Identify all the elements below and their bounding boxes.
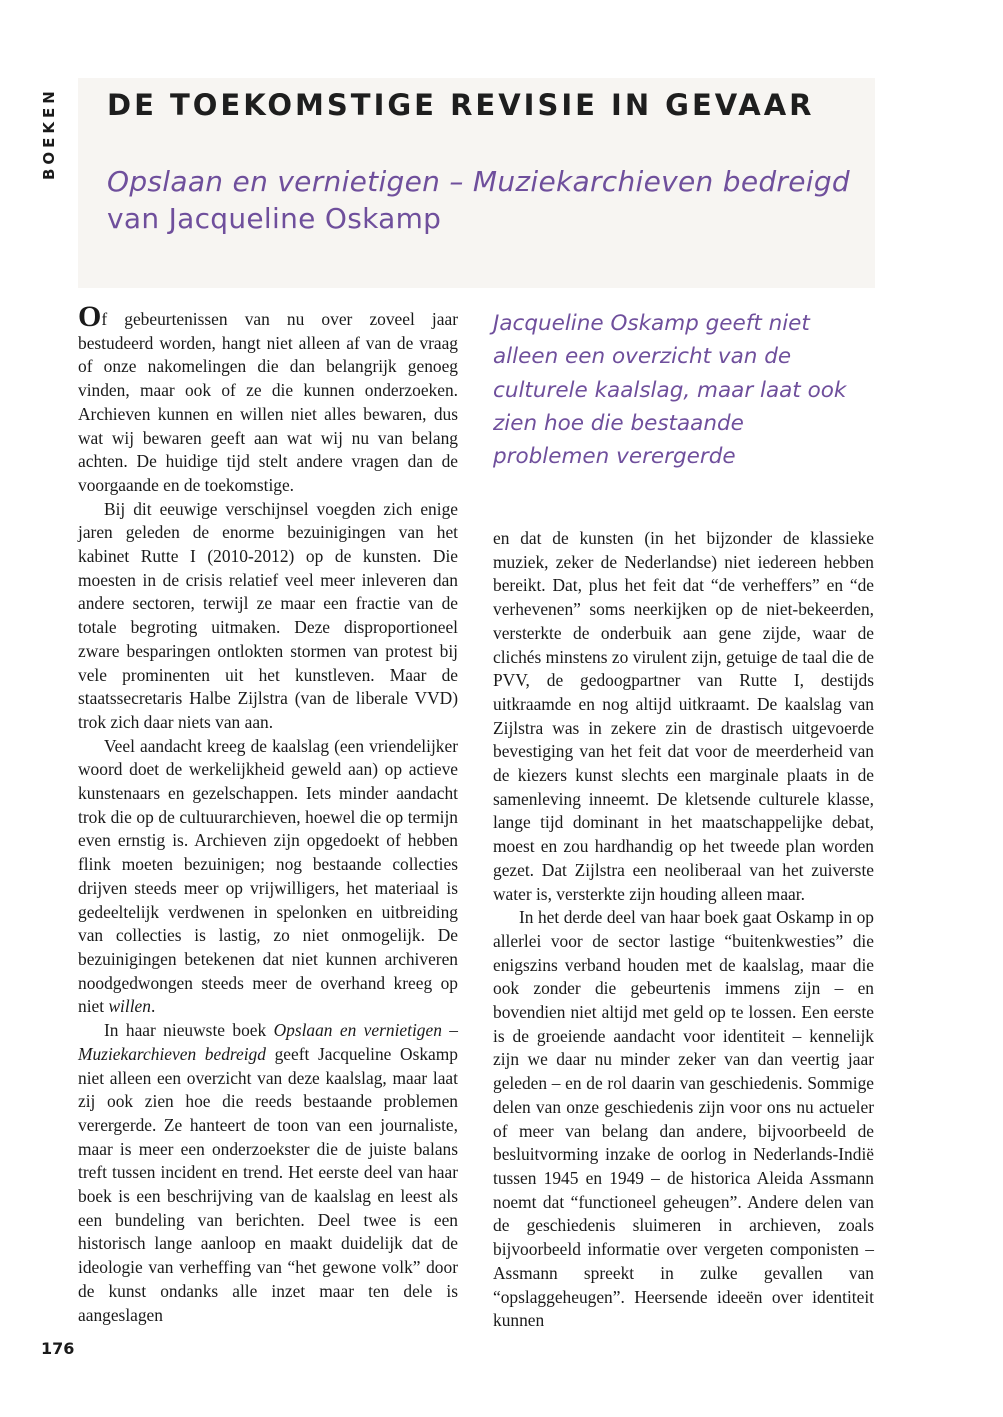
book-title: Opslaan en vernietigen – Muziekarchieven bedreigd [107,165,851,198]
body-column-left [78,300,458,1327]
book-title-inline: Opslaan en vernietigen – Muziekarchieven bedreigd [78,1020,458,1064]
paragraph-1-text: f gebeurtenissen van nu over zoveel jaar bestudeerd worden, hangt niet alleen af van de vraag of onze nakomelingen die dan belangrijk genoeg vinden, maar ook of ze die kunnen onderzoeken. Archieven kunnen en willen niet alles bewaren, dus wat wij bewaren geeft aan wat wij nu van belang achten. De huidige tijd stelt andere vragen dan de voorgaande en de toekomstige. [78,309,458,495]
paragraph-3-text: Veel aandacht kreeg de kaalslag (een vriendelijker woord doet de werkelijkheid geweld aan) op actieve kunstenaars en gezelschappen. Iets minder aandacht trok die op de cultuurarchieven, hoewel die op termijn even ernstig is. Archieven zijn opgedoekt of hebben flink moeten bezuinigen; nog bestaande collecties drijven steeds meer op vrijwilligers, het materiaal is gedeeltelijk verdwenen in spelonken en uitbreiding van collecties is lastig, zo niet onmogelijk. De bezuinigingen betekenen dat niet kunnen archiveren noodgedwongen steeds meer de overhand kreeg op niet [78,735,458,1017]
paragraph-4-continued: en dat de kunsten (in het bijzonder de klassieke muziek, zeker de Nederlandse) niet iedereen hebben bereikt. Dat, plus het feit dat “de verheffers” en “de verhevenen” soms neerkijken op de niet-bekeerden, versterkte de onderbuik aan gene zijde, waar de clichés minstens zo virulent zijn, getuige de taal die de PVV, de gedoogpartner van Rutte I, destijds uitkraamde en nog altijd uitkraamt. De kaalslag van Zijlstra was in zekere zin de drastisch uitgevoerde bevestiging van het feit dat voor de meerderheid van de kiezers kunst slechts een marginale plaats in de samenleving inneemt. De kletsende culturele klasse, lange tijd dominant in het maatschappelijke debat, moest en zou hardhandig op het tweede plan worden gezet. Dat Zijlstra een neoliberaal van het zuiverste water is, versterkte zijn houding alleen maar. [493,528,874,904]
section-label-text: BOEKEN [40,87,58,180]
paragraph-5: In het derde deel van haar boek gaat Oskamp in op allerlei voor de sector lastige “buitenkwesties” die enigszins verband houden met de kaalslag, maar die ook zonder die gebeurtenis immens zijn – en bovendien niet altijd met geld op te lossen. Een eerste is de groeiende aandacht voor identiteit – kennelijk zijn we daar nu minder zeker van dan veertig jaar geleden – en de rol daarin van geschiedenis. Sommige delen van onze geschiedenis zijn voor ons nu actueler of meer van belang dan andere, bijvoorbeeld de besluitvorming inzake de oorlog in Nederlands-Indië tussen 1945 en 1949 – de historica Aleida Assmann noemt dat “functioneel geheugen”. Andere delen van de geschiedenis sluimeren in archieven, zoals bijvoorbeeld informatie over vergeten componisten – Assmann spreekt in zulke gevallen van “opslaggeheugen”. Heersende ideeën over identiteit kunnen [493,907,874,1331]
book-author: van Jacqueline Oskamp [107,202,442,235]
body-column-right [493,527,874,1333]
paragraph-3-end: . [150,996,156,1017]
drop-cap: O [78,300,102,333]
section-label [38,88,62,188]
paragraph-1 [78,300,458,498]
page-number: 176 [41,1339,75,1358]
paragraph-3-emphasis: willen [108,996,151,1017]
pull-quote: Jacqueline Oskamp geeft niet alleen een overzicht van de culturele kaalslag, maar laat ook zien hoe die bestaande problemen verergerde [493,311,847,470]
paragraph-2: Bij dit eeuwige verschijnsel voegden zich enige jaren geleden de enorme bezuinigingen van het kabinet Rutte I (2010-2012) op de kunsten. Die moesten in de crisis relatief veel meer inleveren dan andere sectoren, terwijl ze maar een fractie van de totale begroting uitmaken. Deze disproportioneel zware besparingen ontlokten stormen van protest bij vele prominenten uit het kunstleven. Maar de staatssecretaris Halbe Zijlstra (van de liberale VVD) trok zich daar niets van aan. [78,498,458,732]
paragraph-4-text: geeft Jacqueline Oskamp niet alleen een overzicht van deze kaalslag, maar laat zij ook zien hoe die reeds bestaande problemen verergerde. Ze hanteert de toon van een journaliste, maar is meer een onderzoekster die de juiste balans treft tussen incident en trend. Het eerste deel van haar boek is een beschrijving van de kaalslag en leest als een bundeling van berichten. Deel twee is een historisch lange aanloop en maakt duidelijk dat de ideologie van verheffing van “het gewone volk” door de kunst ondanks alle inzet maar ten dele is aangeslagen [78,1043,458,1325]
paragraph-3 [78,735,458,1019]
paragraph-4 [78,1019,458,1327]
article-title: DE TOEKOMSTIGE REVISIE IN GEVAAR [107,88,815,122]
paragraph-4-start: In haar nieuwste boek [104,1020,274,1041]
